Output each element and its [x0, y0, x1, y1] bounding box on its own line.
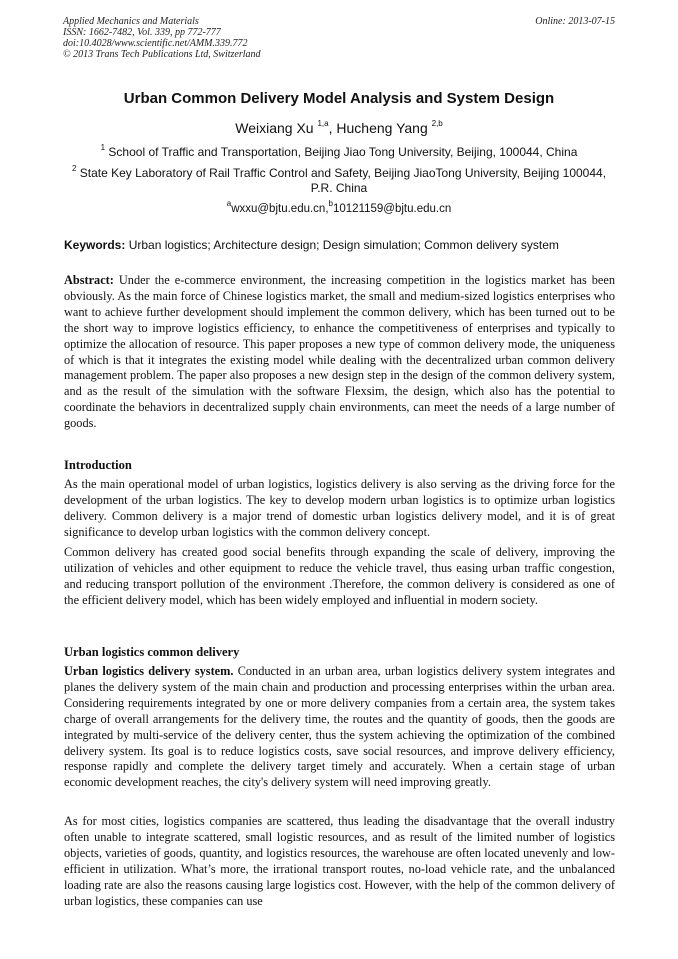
affiliation-2 — [70, 166, 608, 196]
issn-line: ISSN: 1662-7482, Vol. 339, pp 772-777 — [63, 27, 221, 38]
body-paragraph — [64, 664, 615, 791]
paragraph-lead: Urban logistics delivery system. — [64, 664, 234, 678]
keywords — [64, 238, 616, 253]
paper-title: Urban Common Delivery Model Analysis and System Design — [123, 90, 555, 107]
body-paragraph: Common delivery has created good social benefits through expanding the scale of delivery, improving the utilization of vehicles and other equipment to reduce the vehicle travel, thus easing urban traffic congestion, and reducing transport pollution of the environment .Therefore, the common delivery is considered as one of the efficient delivery model, which has been widely employed and influential in modern society. — [64, 545, 615, 607]
affiliation-marker: 1 — [100, 143, 106, 152]
body-paragraph: As the main operational model of urban logistics, logistics delivery is also serving as the driving force for the development of the urban logistics. The key to develop modern urban logistics is to optimize urban logistics delivery. Common delivery is a major trend of domestic urban logistics delivery model, and it is of great significance to develop urban logistics with the common delivery concept. — [64, 477, 615, 539]
author-superscript: 1,a — [317, 119, 329, 129]
author-name: Weixiang Xu — [235, 120, 314, 136]
journal-name: Applied Mechanics and Materials — [63, 16, 199, 27]
author-list — [40, 119, 638, 137]
email-list — [40, 199, 638, 217]
affiliation-text: State Key Laboratory of Rail Traffic Control and Safety, Beijing JiaoTong University, Beijing 100044, P.R. China — [79, 166, 607, 195]
paragraph-text: Conducted in an urban area, urban logistics delivery system integrates and planes the delivery system of the main chain and production and processing enterprises within the urban area. Considering requirements integrated by one or more delivery companies from a certain area, the system takes charge of overall arrangements for the delivery time, the routes and the quantity of goods, then the goods are integrated by multi-service of the delivery center, thus the system achieving the optimization of the combined delivery system. Its goal is to reduce logistics costs, save social resources, and improve delivery efficiency, response rapidly and complete the delivery target timely and accurately. When a certain stage of urban economic development reaches, the city's delivery system will need improving greatly. — [64, 664, 615, 790]
email-link[interactable]: 10121159@bjtu.edu.cn — [332, 203, 452, 215]
section-heading-introduction: Introduction — [64, 458, 132, 472]
keywords-text: Urban logistics; Architecture design; Design simulation; Common delivery system — [128, 238, 559, 252]
affiliation-1 — [40, 145, 638, 160]
doi-line: doi:10.4028/www.scientific.net/AMM.339.772 — [63, 38, 248, 49]
body-paragraph: As for most cities, logistics companies are scattered, thus leading the disadvantage that the overall industry often unable to integrate scattered, small logistic resources, and as result of the limited number of logistics objects, varieties of goods, quantity, and logistics resources, the warehouse are often located unevenly and low-efficient in utilization. What’s more, the irrational transport routes, no-load vehicle rate, and the unbalanced loading rate are also the reasons causing large logistics cost. However, with the help of the common delivery of urban logistics, these companies can use — [64, 814, 615, 908]
section-heading-urban-logistics: Urban logistics common delivery — [64, 645, 240, 659]
affiliation-text: School of Traffic and Transportation, Beijing Jiao Tong University, Beijing, 100044, China — [108, 145, 578, 159]
author-superscript: 2,b — [431, 119, 443, 129]
author-name: Hucheng Yang — [336, 120, 428, 136]
online-date: Online: 2013-07-15 — [535, 16, 615, 27]
copyright-line: © 2013 Trans Tech Publications Ltd, Switzerland — [63, 49, 261, 60]
abstract-text: Under the e-commerce environment, the increasing competition in the logistics market has been obviously. As the main force of Chinese logistics market, the small and medium-sized logistics enterprises who want to achieve further development should implement the common delivery, which has been turned out to be the short way to improve logistics efficiency, to enhance the competitiveness of enterprises and typically to optimize the allocation of resource. This paper proposes a new type of common delivery mode, the uniqueness of which is that it integrates the existing model while dealing with the decentralized urban common delivery management problem. The paper also proposes a new design step in the design of the common delivery system, and as the result of the simulation with the software Flexsim, the design, which also has the potential to coordinate the behaviors in decentralized supply chain environments, can meet the needs of a large number of goods. — [64, 273, 615, 431]
keywords-label: Keywords: — [64, 238, 126, 252]
author-separator: , — [328, 120, 337, 136]
publication-meta — [63, 16, 261, 60]
email-marker: b — [328, 199, 333, 209]
email-marker: a — [226, 199, 232, 209]
affiliation-marker: 2 — [71, 164, 77, 173]
email-link[interactable]: wxxu@bjtu.edu.cn, — [231, 203, 329, 215]
abstract-paragraph — [64, 273, 615, 432]
abstract-label: Abstract: — [64, 273, 114, 287]
